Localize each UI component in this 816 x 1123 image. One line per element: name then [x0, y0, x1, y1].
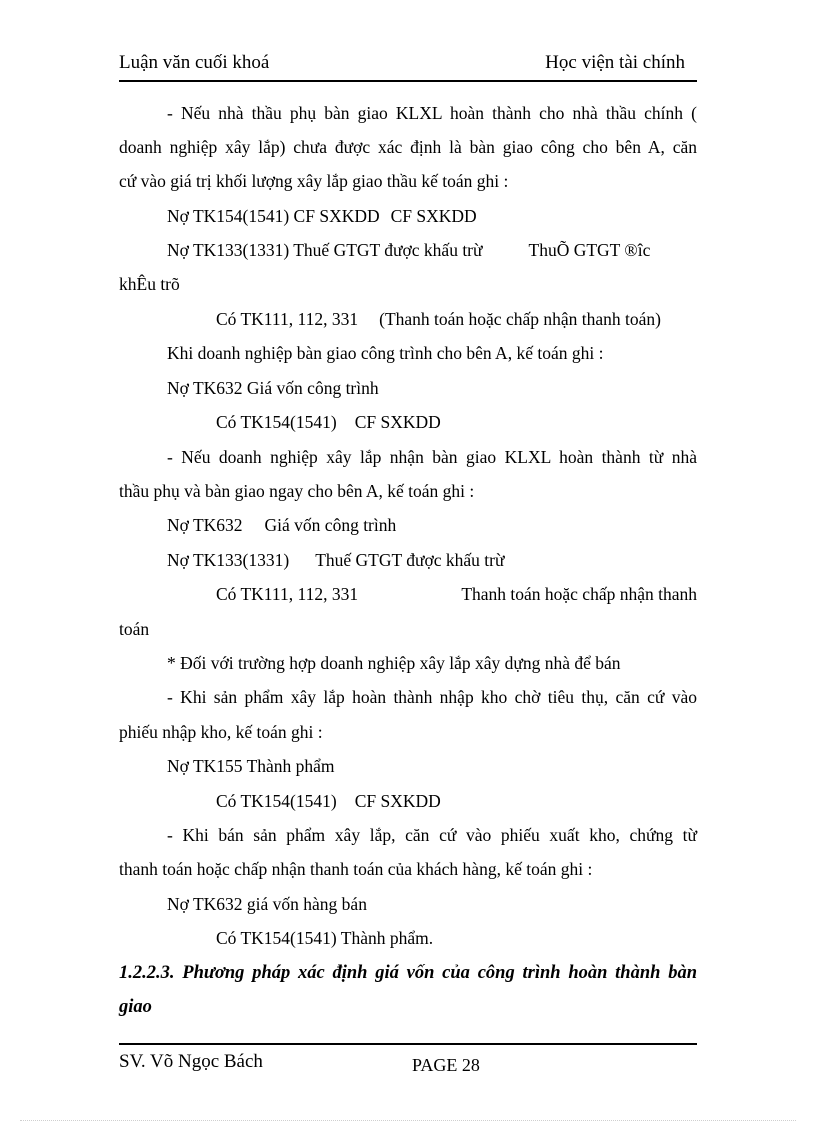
paragraph-line: toán — [119, 619, 150, 639]
journal-entry: Có TK154(1541) Thành phẩm. — [216, 928, 434, 948]
paragraph-line: Khi doanh nghiệp bàn giao công trình cho bên A, kế toán ghi : — [167, 343, 604, 363]
entry-account: Nợ TK632 — [167, 515, 243, 535]
paragraph-line: phiếu nhập kho, kế toán ghi : — [119, 722, 323, 742]
page-edge-divider — [20, 1120, 796, 1121]
entry-account: Nợ TK133(1331) Thuế GTGT được khấu trừ — [167, 240, 483, 260]
page-number: PAGE 28 — [412, 1055, 480, 1075]
journal-entry — [216, 583, 697, 605]
journal-entry: Nợ TK155 Thành phẩm — [167, 756, 335, 776]
footer-author: SV. Võ Ngọc Bách — [119, 1051, 263, 1072]
journal-entry: Nợ TK632 giá vốn hàng bán — [167, 894, 367, 914]
section-heading: 1.2.2.3. Phương pháp xác định giá vốn của công trình hoàn thành bàn — [119, 963, 697, 983]
section-heading-cont: giao — [119, 997, 152, 1017]
journal-entry — [167, 239, 650, 261]
paragraph-line: khÊu trõ — [119, 274, 180, 294]
paragraph-line: - Nếu doanh nghiệp xây lắp nhận bàn giao KLXL hoàn thành từ nhà — [167, 447, 697, 467]
entry-account: Nợ TK154(1541) CF SXKDD — [167, 206, 380, 226]
entry-account: Nợ TK133(1331) — [167, 550, 290, 570]
journal-entry: Nợ TK632 Giá vốn công trình — [167, 378, 379, 398]
paragraph-line: - Khi sản phẩm xây lắp hoàn thành nhập kho chờ tiêu thụ, căn cứ vào — [167, 687, 697, 707]
journal-entry — [216, 308, 661, 330]
journal-entry — [167, 549, 504, 571]
journal-entry — [167, 205, 477, 227]
paragraph-line: - Khi bán sản phẩm xây lắp, căn cứ vào phiếu xuất kho, chứng từ — [167, 825, 697, 845]
paragraph-line: thầu phụ và bàn giao ngay cho bên A, kế toán ghi : — [119, 481, 475, 501]
entry-note: ThuÕ GTGT ®îc — [528, 240, 651, 260]
journal-entry — [216, 411, 441, 433]
entry-note: Giá vốn công trình — [264, 515, 397, 535]
header-institution: Học viện tài chính — [545, 52, 685, 73]
entry-account: Có TK154(1541) — [216, 412, 337, 432]
paragraph-line: doanh nghiệp xây lắp) chưa được xác định là bàn giao công cho bên A, căn — [119, 137, 697, 157]
journal-entry — [216, 790, 441, 812]
paragraph-line: - Nếu nhà thầu phụ bàn giao KLXL hoàn thành cho nhà thầu chính ( — [167, 103, 697, 123]
entry-note: Thuế GTGT được khấu trừ — [315, 550, 505, 570]
entry-account: Có TK154(1541) — [216, 791, 337, 811]
header-thesis-title: Luận văn cuối khoá — [119, 52, 270, 73]
paragraph-line: cứ vào giá trị khối lượng xây lắp giao thầu kế toán ghi : — [119, 171, 509, 191]
paragraph-line: * Đối với trường hợp doanh nghiệp xây lắp xây dựng nhà để bán — [167, 653, 621, 673]
entry-note: CF SXKDD — [390, 206, 477, 226]
entry-account: Có TK111, 112, 331 — [216, 584, 359, 604]
entry-note: CF SXKDD — [354, 412, 441, 432]
journal-entry — [167, 514, 396, 536]
entry-note: Thanh toán hoặc chấp nhận thanh — [461, 584, 697, 604]
entry-account: Có TK111, 112, 331 — [216, 309, 359, 329]
paragraph-line: thanh toán hoặc chấp nhận thanh toán của khách hàng, kế toán ghi : — [119, 859, 593, 879]
page-header — [119, 52, 697, 82]
entry-note: CF SXKDD — [354, 791, 441, 811]
entry-note: (Thanh toán hoặc chấp nhận thanh toán) — [379, 309, 661, 329]
footer-divider — [119, 1043, 697, 1045]
